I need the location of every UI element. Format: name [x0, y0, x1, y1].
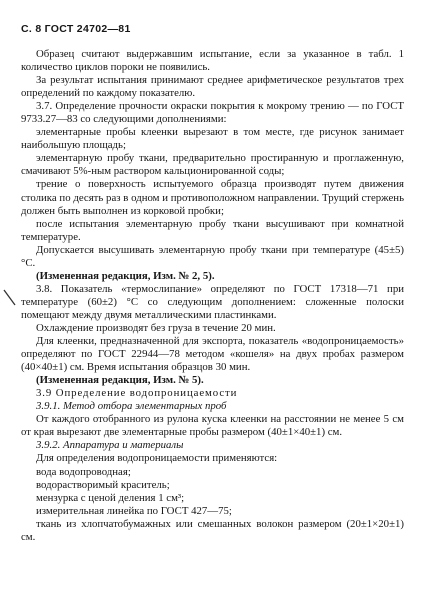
paragraph-test-passed: Образец считают выдержавшим испытание, если за указанное в табл. 1 количество циклов пороки не появились. — [21, 48, 404, 74]
paragraph-test-result: За результат испытания принимают среднее арифметическое результатов трех определений по каждому показателю. — [21, 74, 404, 100]
paragraph-drying-temperature: Допускается высушивать элементарную пробу ткани при температуре (45±5) °С. — [21, 243, 404, 269]
paragraph-3-7: 3.7. Определение прочности окраски покрытия к мокрому трению — по ГОСТ 9733.27—83 со следующими дополнениями: — [21, 100, 404, 126]
list-item-tap-water: вода водопроводная; — [36, 465, 131, 478]
list-item-fabric: ткань из хлопчатобумажных или смешанных волокон размером (20±1×20±1) см. — [21, 517, 404, 543]
paragraph-drying: после испытания элементарную пробу ткани высушивают при комнатной температуре. — [21, 217, 404, 243]
subheading-3-9-2: 3.9.2. Аппаратура и материалы — [36, 439, 184, 452]
list-item-measuring-cylinder: мензурка с ценой деления 1 см³; — [36, 491, 185, 504]
paragraph-fabric-sample: элементарную пробу ткани, предварительно простиранную и проглаженную, смачивают 5%-ным раствором кальционированной соды; — [21, 152, 404, 178]
paragraph-3-8: 3.8. Показатель «термослипание» определяют по ГОСТ 17318—71 при температуре (60±2) °С со следующим дополнением: сложенные полоски помещают между двумя металлическими пластинками. — [21, 282, 404, 321]
list-item-dye: водорастворимый краситель; — [36, 478, 170, 491]
amendment-note-2-5: (Измененная редакция, Изм. № 2, 5). — [36, 269, 215, 282]
subheading-3-9-1: 3.9.1. Метод отбора элементарных проб — [36, 400, 227, 413]
list-item-ruler: измерительная линейка по ГОСТ 427—75; — [36, 504, 232, 517]
paragraph-export-waterproofness: Для клеенки, предназначенной для экспорта, показатель «водопроницаемость» определяют по ГОСТ 22944—78 методом «кошеля» на двух пробах размером (40×40±1) см. Время испытания образцов 30 мин. — [21, 335, 404, 374]
page-header: С. 8 ГОСТ 24702—81 — [21, 23, 131, 35]
paragraph-equipment-intro: Для определения водопроницаемости применяются: — [36, 452, 278, 465]
paragraph-friction: трение о поверхность испытуемого образца производят путем движения столика по десять раз в одном и противоположном направлении. Трущий стержень должен быть выполнен из корковой пробки; — [21, 178, 404, 217]
paragraph-cooling: Охлаждение производят без груза в течение 20 мин. — [36, 321, 276, 334]
paragraph-oilcloth-samples: элементарные пробы клеенки вырезают в том месте, где рисунок занимает наибольшую площадь; — [21, 126, 404, 152]
amendment-note-5: (Измененная редакция, Изм. № 5). — [36, 374, 204, 387]
section-heading-3-9: 3.9 Определение водопроницаемости — [36, 387, 238, 400]
margin-correction-mark — [3, 289, 17, 307]
paragraph-sampling: От каждого отобранного из рулона куска клеенки на расстоянии не менее 5 см от края вырезают две элементарные пробы размером (40±1×40±1) см. — [21, 413, 404, 439]
